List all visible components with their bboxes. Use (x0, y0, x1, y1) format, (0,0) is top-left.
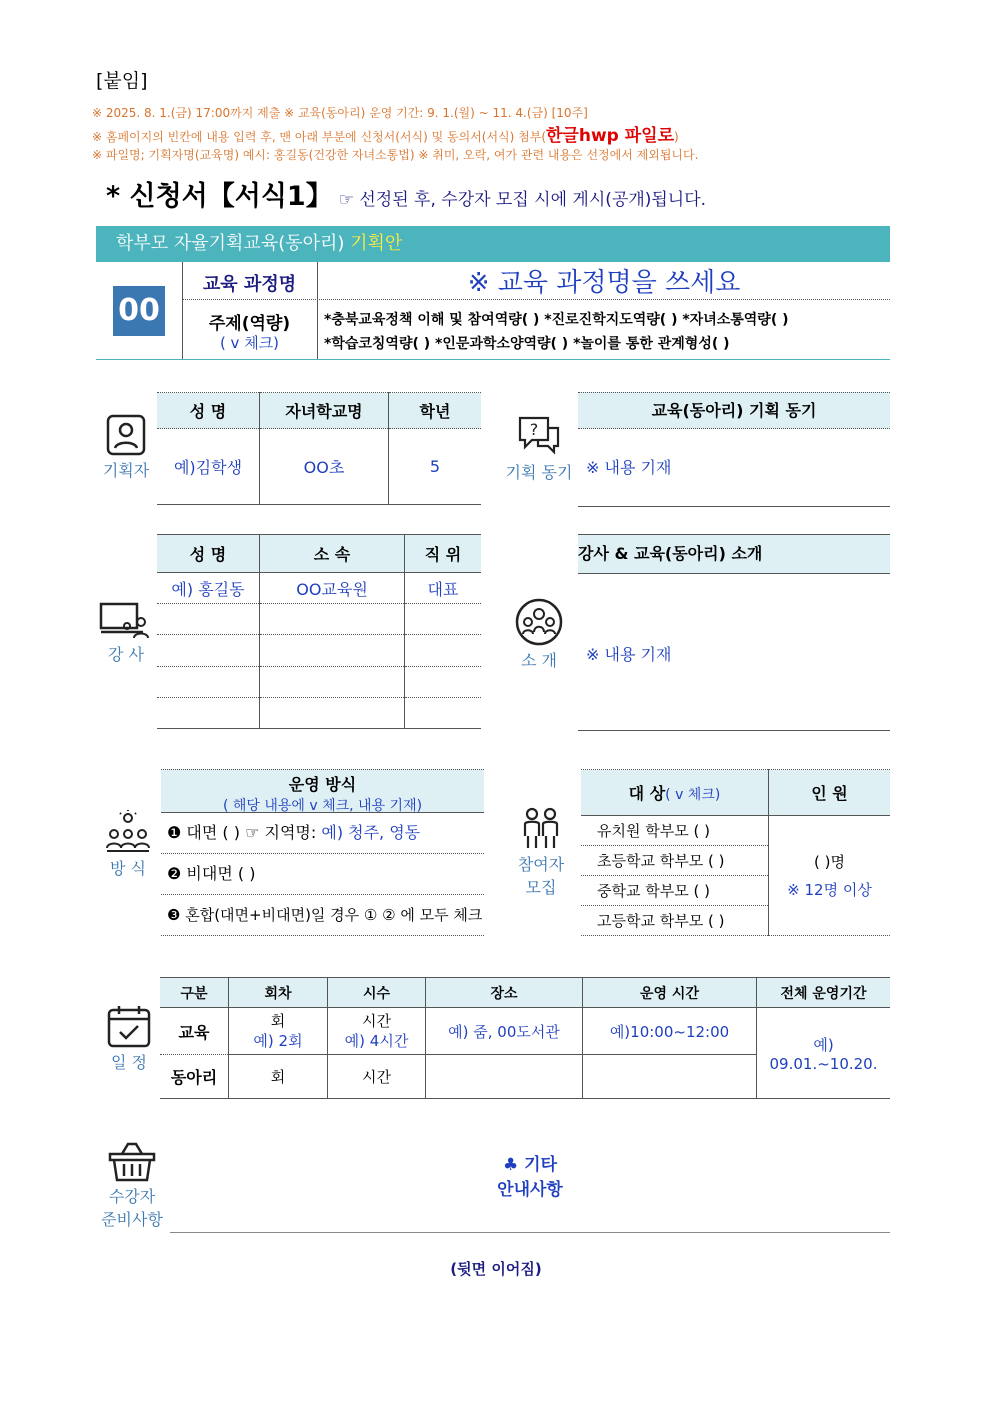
count-header: 인 원 (769, 770, 891, 816)
target-kindergarten-checkbox[interactable]: 유치원 학부모 ( ) (581, 816, 769, 846)
input-instruction-note (92, 121, 679, 146)
instructor-header-position: 직 위 (405, 535, 482, 573)
method-region-example: 예) 청주, 영동 (321, 823, 421, 842)
schedule-header-round: 회차 (229, 978, 328, 1008)
intro-icon-label: 소 개 (521, 651, 557, 670)
planner-table (157, 392, 481, 505)
schedule-section-icon (102, 1004, 156, 1073)
instructor-header-org: 소 속 (260, 535, 405, 573)
target-high-checkbox[interactable]: 고등학교 학부모 ( ) (581, 906, 769, 936)
idea-meeting-icon (104, 810, 152, 854)
schedule-edu-time-input[interactable]: 예)10:00~12:00 (583, 1008, 757, 1055)
instructor-blank-cell[interactable] (157, 698, 260, 729)
family-icon (519, 806, 563, 850)
schedule-header-type: 구분 (160, 978, 229, 1008)
method-section-icon (100, 810, 156, 879)
schedule-header-place: 장소 (426, 978, 583, 1008)
instructor-blank-cell[interactable] (157, 604, 260, 635)
instructor-blank-cell[interactable] (260, 698, 405, 729)
prep-section-icon (96, 1140, 168, 1230)
instructor-blank-cell[interactable] (405, 667, 482, 698)
planner-section-icon (100, 414, 152, 481)
theme-options-line1[interactable]: *충북교육정책 이해 및 참여역량( ) *진로진학지도역량( ) *자녀소통역량( ) (324, 312, 789, 328)
filename-note: ※ 파일명; 기획자명(교육명) 예시: 홍길동(건강한 자녀소통법) ※ 취미, 오락, 여가 관련 내용은 선정에서 제외됩니다. (92, 148, 699, 162)
schedule-edu-label: 교육 (160, 1008, 229, 1055)
target-header-sub: ( v 체크) (665, 787, 721, 803)
method-option-hybrid[interactable]: ❸ 혼합(대면+비대면)일 경우 ① ② 에 모두 체크 (161, 895, 484, 936)
intro-box (578, 534, 890, 731)
method-option-online[interactable]: ❷ 비대면 ( ) (161, 854, 484, 895)
intro-header: 강사 & 교육(동아리) 소개 (578, 534, 890, 574)
motive-section-icon (503, 414, 575, 483)
schedule-edu-round-example: 예) 2회 (253, 1032, 303, 1050)
instructor-blank-cell[interactable] (260, 667, 405, 698)
planner-icon-label: 기획자 (102, 461, 150, 480)
schedule-club-label: 동아리 (160, 1055, 229, 1099)
target-middle-checkbox[interactable]: 중학교 학부모 ( ) (581, 876, 769, 906)
course-name-label: 교육 과정명 (202, 274, 297, 295)
method-header-sub: ( 해당 내용에 v 체크, 내용 기재) (222, 798, 423, 814)
target-header (581, 770, 769, 816)
instructor-blank-cell[interactable] (260, 635, 405, 667)
person-icon (106, 414, 146, 456)
intro-section-icon (510, 598, 568, 671)
planner-school-input[interactable]: OO초 (260, 429, 389, 505)
question-chat-icon (516, 414, 562, 458)
intro-content-input[interactable]: ※ 내용 기재 (586, 645, 672, 664)
instructor-blank-cell[interactable] (157, 635, 260, 667)
participants-section-icon (512, 806, 570, 898)
schedule-header-time: 운영 시간 (583, 978, 757, 1008)
planner-header-name: 성 명 (157, 393, 260, 429)
instructor-org-input[interactable]: OO교육원 (260, 573, 405, 604)
participants-table (581, 769, 890, 936)
instructor-icon-label: 강 사 (108, 645, 144, 664)
lecture-board-icon (99, 602, 153, 640)
svg-text:?: ? (529, 420, 539, 439)
basket-icon (108, 1140, 156, 1182)
method-icon-label: 방 식 (110, 859, 146, 878)
schedule-edu-place-input[interactable]: 예) 줌, 00도서관 (426, 1008, 583, 1055)
banner-highlight: 기획안 (350, 233, 403, 254)
instructor-blank-cell[interactable] (405, 635, 482, 667)
theme-check-hint: ( v 체크) (219, 334, 280, 352)
participants-icon-label-1: 참여자 (517, 855, 565, 874)
course-name-input[interactable]: ※ 교육 과정명을 쓰세요 (467, 268, 741, 298)
instructor-table (157, 534, 481, 729)
count-input[interactable]: ( )명 (814, 852, 845, 871)
planner-grade-input[interactable]: 5 (389, 429, 482, 505)
motive-content-input[interactable]: ※ 내용 기재 (586, 458, 672, 477)
schedule-edu-round-input[interactable] (229, 1008, 328, 1055)
calendar-check-icon (106, 1004, 152, 1048)
schedule-table (160, 977, 890, 1099)
method-box (161, 769, 484, 936)
schedule-club-time-input[interactable] (583, 1055, 757, 1099)
method-header: 운영 방식 (288, 775, 357, 794)
planner-header-school: 자녀학교명 (260, 393, 389, 429)
schedule-header-period: 전체 운영기간 (757, 978, 891, 1008)
course-number-badge: 00 (113, 286, 165, 336)
planner-name-input[interactable]: 예)김학생 (157, 429, 260, 505)
deadline-note: ※ 2025. 8. 1.(금) 17:00까지 제출 ※ 교육(동아리) 운영 기간: 9. 1.(월) ~ 11. 4.(금) [10주] (92, 106, 588, 120)
group-icon (515, 598, 563, 646)
motive-box (578, 392, 890, 507)
banner-text: 학부모 자율기획교육(동아리) (116, 233, 351, 254)
instructor-blank-cell[interactable] (405, 698, 482, 729)
instructor-header-name: 성 명 (157, 535, 260, 573)
instructor-position-input[interactable]: 대표 (405, 573, 482, 604)
input-instruction-close: ) (674, 130, 679, 144)
instructor-blank-cell[interactable] (157, 667, 260, 698)
form-title-text: * 신청서【서식1】 (106, 181, 333, 212)
prep-icon-label-2: 준비사항 (101, 1210, 163, 1229)
form-title (106, 174, 706, 213)
prep-content-input[interactable] (170, 1150, 890, 1233)
schedule-period-input[interactable]: 예) 09.01.~10.20. (757, 1008, 891, 1099)
input-instruction-text: ※ 홈페이지의 빈칸에 내용 입력 후, 맨 아래 부분에 신청서(서식) 및 동의서(서식) 첨부( (92, 130, 546, 144)
schedule-header-hours: 시수 (328, 978, 426, 1008)
instructor-name-input[interactable]: 예) 홍길동 (157, 573, 260, 604)
hwp-file-note: 한글hwp 파일로 (546, 126, 675, 146)
form-subtitle: ☞ 선정된 후, 수강자 모집 시에 게시(공개)됩니다. (338, 190, 707, 210)
motive-header: 교육(동아리) 기획 동기 (578, 392, 890, 429)
prep-title-2: 안내사항 (497, 1180, 563, 1200)
prep-title-1: ♣ 기타 (502, 1155, 557, 1175)
schedule-edu-hours-example: 예) 4시간 (344, 1032, 409, 1050)
theme-options-line2[interactable]: *학습코칭역량( ) *인문과학소양역량( ) *놀이를 통한 관계형성( ) (324, 336, 730, 352)
target-elementary-checkbox[interactable]: 초등학교 학부모 ( ) (581, 846, 769, 876)
prep-icon-label-1: 수강자 (108, 1187, 156, 1206)
schedule-club-hours-input[interactable]: 시간 (328, 1055, 426, 1099)
schedule-club-round-input[interactable]: 회 (229, 1055, 328, 1099)
count-note: ※ 12명 이상 (787, 880, 872, 899)
schedule-edu-round-unit: 회 (270, 1012, 286, 1030)
schedule-club-place-input[interactable] (426, 1055, 583, 1099)
schedule-icon-label: 일 정 (111, 1053, 147, 1072)
method-option-in-person[interactable] (161, 813, 484, 854)
target-header-text: 대 상 (628, 784, 666, 803)
planner-header-grade: 학년 (389, 393, 482, 429)
theme-label: 주제(역량) (208, 314, 291, 334)
instructor-blank-cell[interactable] (260, 604, 405, 635)
continued-note: (뒷면 이어짐) (450, 1260, 542, 1278)
schedule-edu-hours-unit: 시간 (362, 1012, 391, 1030)
count-cell[interactable] (769, 816, 891, 936)
motive-icon-label: 기획 동기 (505, 463, 573, 482)
schedule-edu-hours-input[interactable] (328, 1008, 426, 1055)
attachment-label: [붙임] (96, 70, 148, 92)
course-block (96, 262, 890, 360)
instructor-section-icon (98, 602, 154, 665)
instructor-blank-cell[interactable] (405, 604, 482, 635)
participants-icon-label-2: 모집 (525, 878, 557, 897)
method-option-in-person-label: ❶ 대면 ( ) ☞ 지역명: (167, 823, 322, 842)
section-banner (96, 226, 890, 262)
